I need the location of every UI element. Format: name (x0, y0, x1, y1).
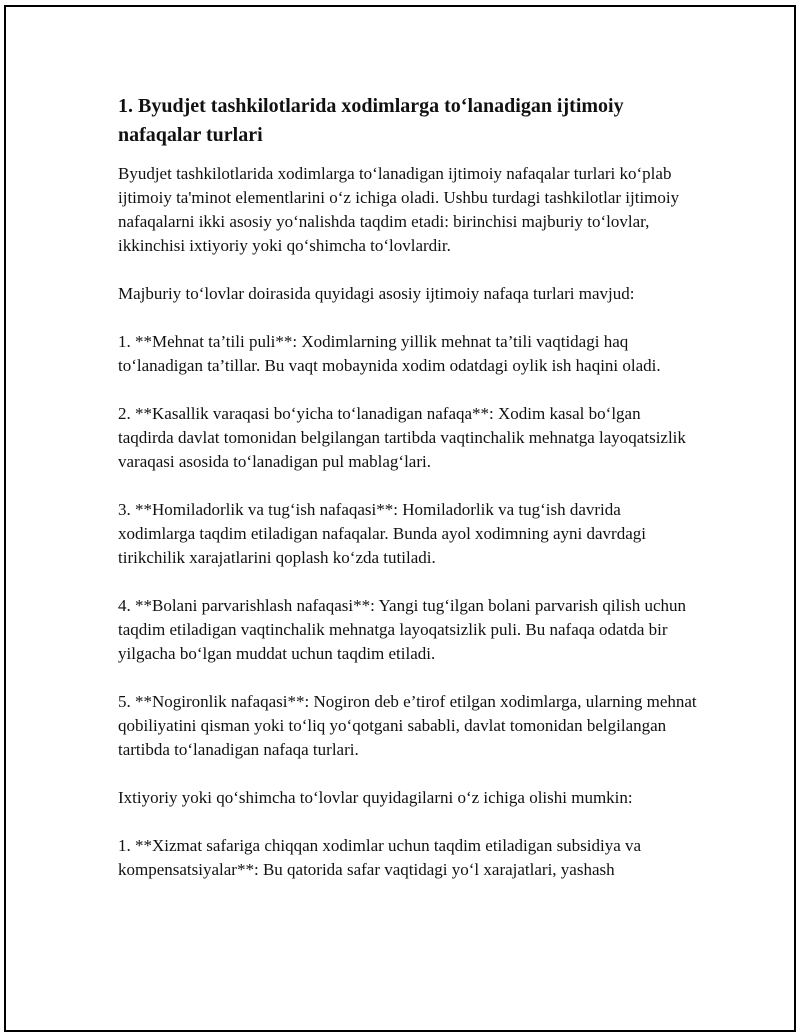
list-item-vacation-pay: 1. **Mehnat ta’tili puli**: Xodimlarning yillik mehnat ta’tili vaqtidagi haq to‘lanadigan ta’tillar. Bu vaqt mobaynida xodim odatdagi oylik ish haqini oladi. (118, 332, 661, 375)
list-item-childcare: 4. **Bolani parvarishlash nafaqasi**: Yangi tug‘ilgan bolani parvarish qilish uchun taqdim etiladigan vaqtinchalik mehnatga layoqatsizlik puli. Bu nafaqa odatda bir yilgacha bo‘lgan muddat uchun taqdim etiladi. (118, 596, 686, 663)
document-body (118, 92, 698, 882)
voluntary-payments-intro: Ixtiyoriy yoki qo‘shimcha to‘lovlar quyidagilarni o‘z ichiga olishi mumkin: (118, 788, 633, 807)
intro-paragraph: Byudjet tashkilotlarida xodimlarga to‘lanadigan ijtimoiy nafaqalar turlari ko‘plab ijtimoiy ta'minot elementlarini o‘z ichiga oladi. Ushbu turdagi tashkilotlar ijtimoiy nafaqalarni ikki asosiy yo‘nalishda taqdim etadi: birinchisi majburiy to‘lovlar, ikkinchisi ixtiyoriy yoki qo‘shimcha to‘lovlardir. (118, 164, 680, 255)
mandatory-payments-intro: Majburiy to‘lovlar doirasida quyidagi asosiy ijtimoiy nafaqa turlari mavjud: (118, 284, 635, 303)
list-item-sick-leave: 2. **Kasallik varaqasi bo‘yicha to‘lanadigan nafaqa**: Xodim kasal bo‘lgan taqdirda davlat tomonidan belgilangan tartibda vaqtinchalik mehnatga layoqatsizlik varaqasi asosida to‘lanadigan pul mablag‘lari. (118, 404, 686, 471)
list-item-maternity: 3. **Homiladorlik va tug‘ish nafaqasi**: Homiladorlik va tug‘ish davrida xodimlarga taqdim etiladigan nafaqalar. Bunda ayol xodimning ayni davrdagi tirikchilik xarajatlarini qoplash ko‘zda tutiladi. (118, 500, 646, 567)
list-item-business-trip: 1. **Xizmat safariga chiqqan xodimlar uchun taqdim etiladigan subsidiya va kompensatsiyalar**: Bu qatorida safar vaqtidagi yo‘l xarajatlari, yashash (118, 836, 642, 879)
list-item-disability: 5. **Nogironlik nafaqasi**: Nogiron deb e’tirof etilgan xodimlarga, ularning mehnat qobiliyatini qisman yoki to‘liq yo‘qotgani sababli, davlat tomonidan belgilangan tartibda to‘lanadigan nafaqa turlari. (118, 692, 697, 759)
section-heading: 1. Byudjet tashkilotlarida xodimlarga to‘lanadigan ijtimoiy nafaqalar turlari (118, 95, 624, 146)
